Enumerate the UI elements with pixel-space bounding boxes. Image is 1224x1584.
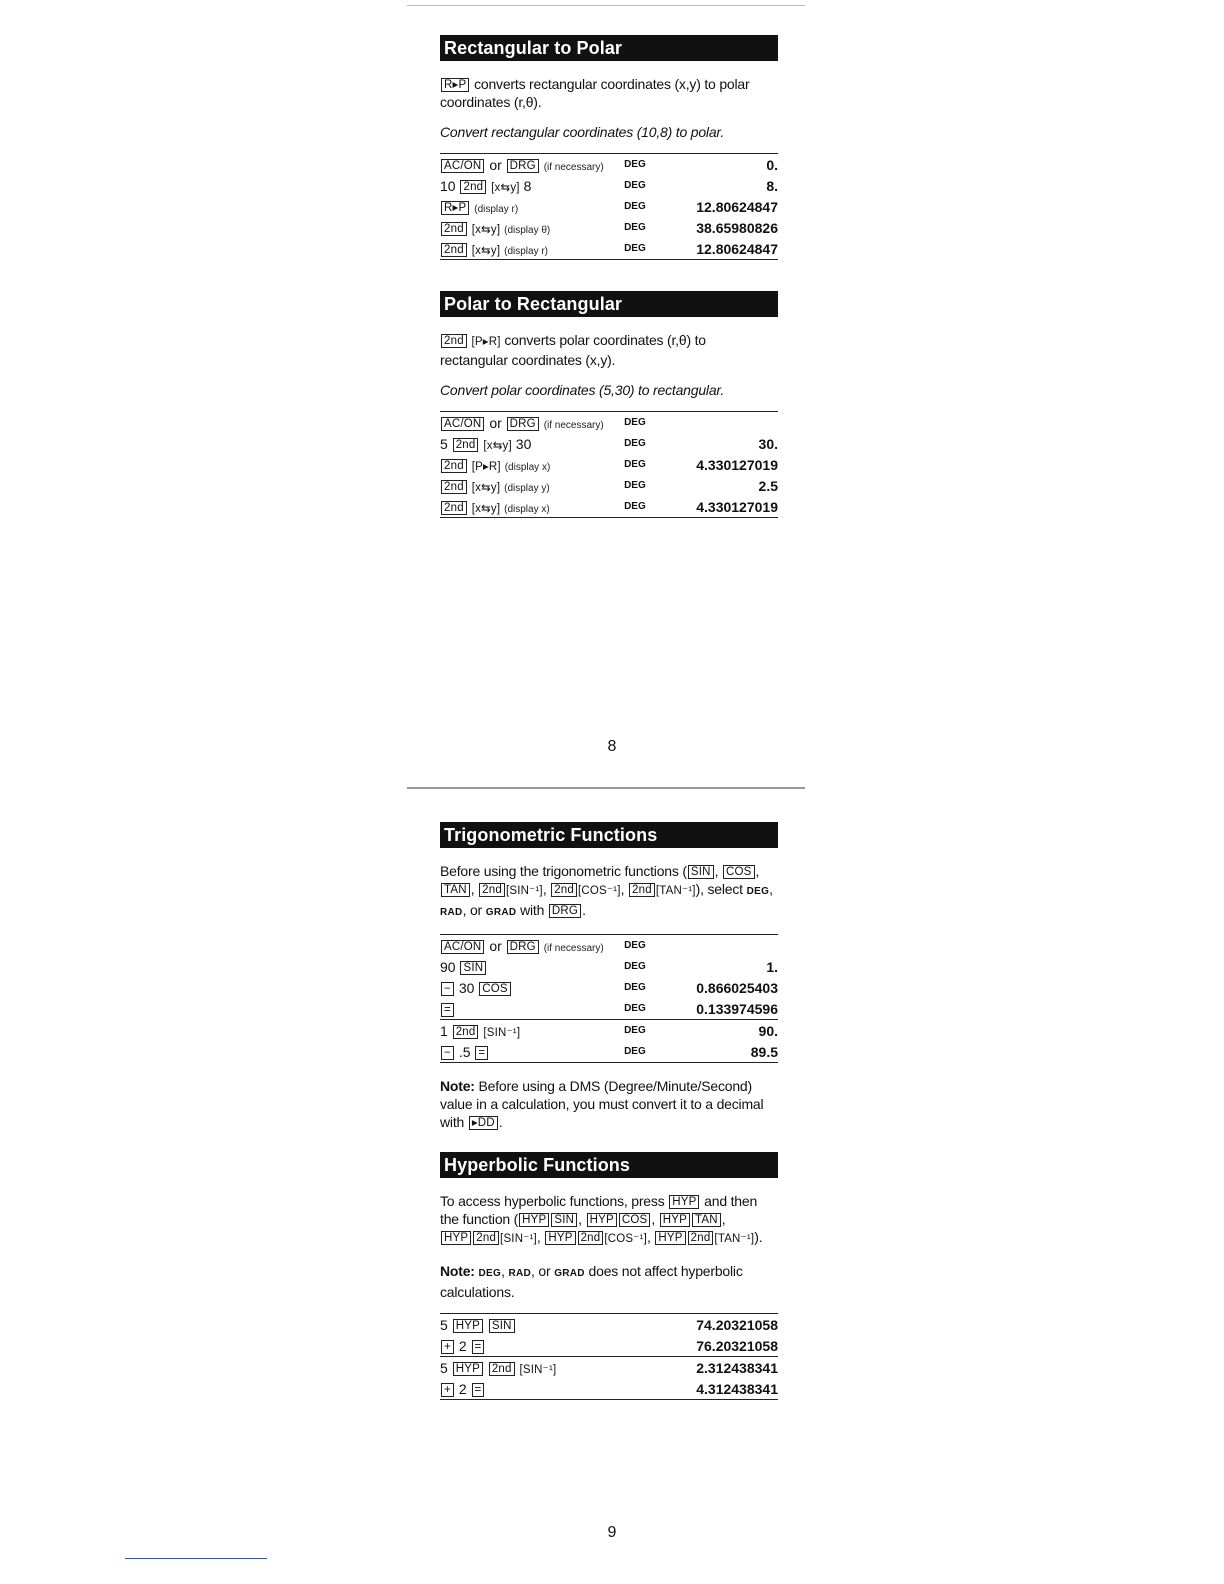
- display-value: 30.: [758, 435, 778, 452]
- mode-indicator: DEG: [624, 180, 646, 191]
- description: To access hyperbolic functions, press HYP and then the function ( HYP SIN , HYP COS , HYP TAN , HYP 2nd [SIN⁻¹], HYP 2nd [COS⁻¹], HYP 2nd [TAN⁻¹]).: [440, 1193, 763, 1245]
- note-label: Note:: [440, 1078, 475, 1094]
- cos-key: COS: [619, 1213, 651, 1227]
- mode-indicator: DEG: [624, 201, 646, 212]
- keystroke-table: [440, 411, 778, 518]
- key-cap: 2nd: [460, 180, 486, 194]
- tan-key: TAN: [441, 883, 470, 897]
- keystroke-cell: [440, 238, 624, 260]
- mode-grad: GRAD: [554, 1268, 585, 1279]
- table-row: [440, 1041, 778, 1063]
- rect-to-polar-section: [440, 35, 778, 260]
- cos-key: COS: [723, 865, 755, 879]
- desc-text: ), select: [695, 881, 743, 897]
- hyp-key: HYP: [519, 1213, 549, 1227]
- keystroke-cell: [440, 956, 624, 977]
- table-row: [440, 196, 778, 217]
- display-value: 90.: [686, 1020, 778, 1042]
- desc-text: To access hyperbolic functions, press: [440, 1193, 665, 1209]
- keystroke-text: 10: [440, 177, 456, 194]
- table-row: [440, 977, 778, 998]
- acos-function: [COS⁻¹]: [578, 885, 621, 897]
- second-function: [x⇆y]: [471, 244, 501, 257]
- mode-deg: DEG: [746, 886, 770, 897]
- keystroke-text: 90: [440, 958, 456, 975]
- second-function: [x⇆y]: [471, 223, 501, 236]
- keystroke-cell: [440, 1335, 639, 1357]
- key-cap: DRG: [507, 940, 539, 954]
- table-row: [440, 998, 778, 1020]
- mode-indicator: DEG: [624, 438, 646, 449]
- display-value: 2.312438341: [639, 1357, 778, 1379]
- keystroke-cell: [440, 196, 624, 217]
- table-row: [440, 496, 778, 518]
- display-value: 74.20321058: [696, 1316, 778, 1333]
- display-value: 4.330127019: [696, 498, 778, 515]
- mode-indicator: DEG: [624, 1003, 646, 1014]
- keystroke-table: [440, 1313, 778, 1400]
- keystroke-note: (if necessary): [543, 161, 604, 173]
- second-function: [x⇆y]: [471, 481, 501, 494]
- keystroke-cell: [440, 977, 624, 998]
- keystroke-note: (display x): [504, 461, 551, 473]
- description: Before using the trigonometric functions ( SIN , COS , TAN , 2nd [SIN⁻¹], 2nd [COS⁻¹], 2nd [TAN⁻¹]), select DEG, RAD, or GRAD with DRG .: [440, 863, 773, 918]
- keystroke-note: (display r): [504, 245, 549, 257]
- desc-text: converts rectangular coordinates (x,y) to polar: [474, 76, 750, 92]
- keystroke-text: .5: [458, 1043, 471, 1060]
- keystroke-cell: [440, 1041, 624, 1063]
- note-label: Note:: [440, 1263, 475, 1279]
- table-row: [440, 475, 778, 496]
- hyp-key: HYP: [669, 1195, 699, 1209]
- keystroke-note: (display y): [504, 482, 550, 494]
- asin-function: [SIN⁻¹]: [500, 1233, 537, 1245]
- rp-key: R▸P: [441, 78, 469, 92]
- keystroke-cell: [440, 1314, 639, 1336]
- desc-text: Before using the trigonometric functions (: [440, 863, 687, 879]
- table-row: [440, 956, 778, 977]
- keystroke-cell: [440, 412, 624, 434]
- key-cap: +: [441, 1340, 454, 1354]
- keystroke-text: 2: [458, 1380, 467, 1397]
- keystroke-text: 5: [440, 1316, 448, 1333]
- key-cap: 2nd: [441, 501, 467, 515]
- keystroke-cell: [440, 217, 624, 238]
- display-value: 1.: [766, 958, 778, 975]
- description: [440, 75, 778, 111]
- page-top-rule: [407, 5, 805, 6]
- key-cap: 2nd: [441, 222, 467, 236]
- second-key: 2nd: [473, 1231, 499, 1245]
- key-cap: 2nd: [441, 459, 467, 473]
- mode-indicator: DEG: [624, 480, 646, 491]
- keystroke-text: 5: [440, 1359, 448, 1376]
- keystroke-text: or: [489, 937, 502, 954]
- keystroke-text: 8: [523, 177, 532, 194]
- mode-indicator: DEG: [624, 222, 646, 233]
- second-function: [P▸R]: [471, 460, 501, 473]
- note-text: or: [538, 1263, 551, 1279]
- mode-rad: RAD: [508, 1268, 532, 1279]
- desc-text: with: [520, 902, 545, 918]
- second-function: [x⇆y]: [483, 439, 512, 452]
- key-cap: −: [441, 1046, 454, 1060]
- keystroke-note: (display x): [504, 503, 550, 515]
- table-row: [440, 238, 778, 260]
- drg-key: DRG: [549, 904, 581, 918]
- table-row: [440, 412, 778, 434]
- dd-key: ▸DD: [469, 1116, 498, 1130]
- table-row: [440, 454, 778, 475]
- key-cap: AC/ON: [441, 417, 484, 431]
- table-row: [440, 433, 778, 454]
- desc-text: and then: [704, 1193, 758, 1209]
- hyp-key: HYP: [545, 1231, 575, 1245]
- note-text: Before using a DMS (Degree/Minute/Second): [478, 1078, 752, 1094]
- desc-text: coordinates (r,θ).: [440, 94, 542, 110]
- desc-text: ).: [754, 1229, 763, 1245]
- note: Note: Before using a DMS (Degree/Minute/Second) value in a calculation, you must convert it to a decimal with ▸DD .: [440, 1078, 764, 1130]
- example: Convert rectangular coordinates (10,8) to polar.: [440, 124, 725, 140]
- second-key: 2nd: [551, 883, 577, 897]
- keystroke-cell: [440, 433, 624, 454]
- bottom-link-rule: [125, 1558, 267, 1559]
- hyp-key: HYP: [655, 1231, 685, 1245]
- keystroke-note: (if necessary): [543, 942, 604, 954]
- section-title: Trigonometric Functions: [440, 822, 778, 848]
- second-key: 2nd: [629, 883, 655, 897]
- table-row: [440, 1020, 778, 1042]
- key-cap: HYP: [453, 1362, 483, 1376]
- hyp-key: HYP: [587, 1213, 617, 1227]
- sin-key: SIN: [551, 1213, 577, 1227]
- key-cap: 2nd: [441, 243, 467, 257]
- display-value: 0.: [766, 156, 778, 173]
- page-number: 9: [607, 1524, 617, 1541]
- example: Convert polar coordinates (5,30) to rectangular.: [440, 382, 725, 398]
- mode-indicator: DEG: [624, 1020, 686, 1042]
- pr-second-function: [P▸R]: [471, 336, 501, 348]
- desc-text: or: [469, 902, 483, 918]
- table-row: [440, 1314, 778, 1336]
- display-value: [686, 412, 778, 434]
- key-cap: 2nd: [489, 1362, 515, 1376]
- keystroke-table: [440, 153, 778, 260]
- display-value: 8.: [766, 177, 778, 194]
- display-value: 4.330127019: [696, 456, 778, 473]
- mode-indicator: DEG: [624, 940, 646, 951]
- keystroke-text: or: [489, 414, 502, 431]
- desc-text: rectangular coordinates (x,y).: [440, 352, 616, 368]
- table-row: [440, 1378, 778, 1400]
- asin-function: [SIN⁻¹]: [505, 885, 543, 897]
- display-value: 12.80624847: [696, 198, 778, 215]
- mode-indicator: DEG: [624, 459, 646, 470]
- desc-text: the function (: [440, 1211, 519, 1227]
- keystroke-cell: [440, 1378, 639, 1400]
- mode-grad: GRAD: [485, 907, 517, 918]
- desc-text: converts polar coordinates (r,θ) to: [504, 332, 706, 348]
- page-number: 8: [607, 738, 617, 755]
- note-text: does not affect hyperbolic: [588, 1263, 743, 1279]
- note-text: value in a calculation, you must convert it to a decimal: [440, 1096, 764, 1112]
- key-cap: =: [472, 1383, 485, 1397]
- key-cap: =: [441, 1003, 454, 1017]
- second-key: 2nd: [578, 1231, 604, 1245]
- key-cap: =: [475, 1046, 488, 1060]
- keystroke-text: or: [489, 156, 502, 173]
- mode-indicator: DEG: [624, 417, 646, 428]
- display-value: 2.5: [758, 477, 778, 494]
- mode-indicator: DEG: [624, 159, 646, 170]
- display-value: 76.20321058: [696, 1337, 778, 1354]
- keystroke-note: (display r): [474, 203, 519, 215]
- mode-indicator: DEG: [624, 243, 646, 254]
- atan-function: [TAN⁻¹]: [655, 885, 696, 897]
- display-value: 89.5: [750, 1043, 778, 1060]
- key-cap: −: [441, 982, 454, 996]
- keystroke-cell: [440, 998, 624, 1020]
- key-cap: 2nd: [453, 1025, 479, 1039]
- keystroke-cell: [440, 496, 624, 518]
- page-divider: [407, 787, 805, 789]
- second-function: [SIN⁻¹]: [519, 1363, 557, 1376]
- key-cap: R▸P: [441, 201, 469, 215]
- hyp-key: HYP: [660, 1213, 690, 1227]
- note-text: with: [440, 1114, 465, 1130]
- mode-rad: RAD: [440, 907, 463, 918]
- second-key: 2nd: [441, 334, 467, 348]
- polar-to-rect-section: [440, 291, 778, 518]
- atan-function: [TAN⁻¹]: [714, 1233, 755, 1245]
- table-row: [440, 154, 778, 176]
- mode-indicator: DEG: [624, 501, 646, 512]
- acos-function: [COS⁻¹]: [604, 1233, 647, 1245]
- keystroke-text: 30: [515, 435, 532, 452]
- display-value: [686, 935, 778, 957]
- keystroke-cell: [440, 475, 624, 496]
- description: [440, 331, 778, 369]
- key-cap: 2nd: [453, 438, 479, 452]
- table-row: [440, 935, 778, 957]
- display-value: 12.80624847: [696, 240, 778, 257]
- second-function: [x⇆y]: [471, 502, 501, 515]
- mode-deg: DEG: [478, 1268, 502, 1279]
- second-function: [SIN⁻¹]: [483, 1026, 521, 1039]
- key-cap: AC/ON: [441, 159, 484, 173]
- keystroke-cell: [440, 935, 624, 957]
- keystroke-text: 30: [458, 979, 475, 996]
- section-title: Hyperbolic Functions: [440, 1152, 778, 1178]
- table-row: [440, 175, 778, 196]
- key-cap: COS: [479, 982, 511, 996]
- second-key: 2nd: [479, 883, 505, 897]
- keystroke-table: [440, 934, 778, 1063]
- key-cap: =: [472, 1340, 485, 1354]
- keystroke-cell: [440, 1357, 639, 1379]
- mode-indicator: DEG: [624, 982, 646, 993]
- note-text: calculations.: [440, 1284, 515, 1300]
- keystroke-note: (if necessary): [543, 419, 604, 431]
- table-row: [440, 217, 778, 238]
- keystroke-text: 2: [458, 1337, 467, 1354]
- mode-indicator: DEG: [624, 1046, 646, 1057]
- section-title: Polar to Rectangular: [440, 291, 778, 317]
- key-cap: SIN: [460, 961, 486, 975]
- keystroke-text: 1: [440, 1022, 448, 1039]
- key-cap: HYP: [453, 1319, 483, 1333]
- hyp-key: HYP: [441, 1231, 471, 1245]
- key-cap: 2nd: [441, 480, 467, 494]
- display-value: 0.866025403: [696, 979, 778, 996]
- key-cap: +: [441, 1383, 454, 1397]
- keystroke-cell: [440, 175, 624, 196]
- keystroke-text: 5: [440, 435, 448, 452]
- keystroke-note: (display θ): [504, 224, 551, 236]
- hyp-section: [440, 1152, 778, 1400]
- trig-section: [440, 822, 778, 1131]
- second-function: [x⇆y]: [491, 181, 520, 194]
- display-value: 4.312438341: [696, 1380, 778, 1397]
- key-cap: DRG: [507, 159, 539, 173]
- keystroke-cell: [440, 454, 624, 475]
- keystroke-cell: [440, 1020, 624, 1042]
- note: Note: DEG, RAD, or GRAD does not affect hyperbolic calculations.: [440, 1263, 743, 1300]
- table-row: [440, 1335, 778, 1357]
- key-cap: DRG: [507, 417, 539, 431]
- key-cap: SIN: [489, 1319, 515, 1333]
- display-value: 38.65980826: [696, 219, 778, 236]
- tan-key: TAN: [692, 1213, 721, 1227]
- keystroke-cell: [440, 154, 624, 176]
- table-row: [440, 1357, 778, 1379]
- sin-key: SIN: [688, 865, 714, 879]
- section-title: Rectangular to Polar: [440, 35, 778, 61]
- second-key: 2nd: [688, 1231, 714, 1245]
- mode-indicator: DEG: [624, 961, 646, 972]
- display-value: 0.133974596: [696, 1000, 778, 1017]
- key-cap: AC/ON: [441, 940, 484, 954]
